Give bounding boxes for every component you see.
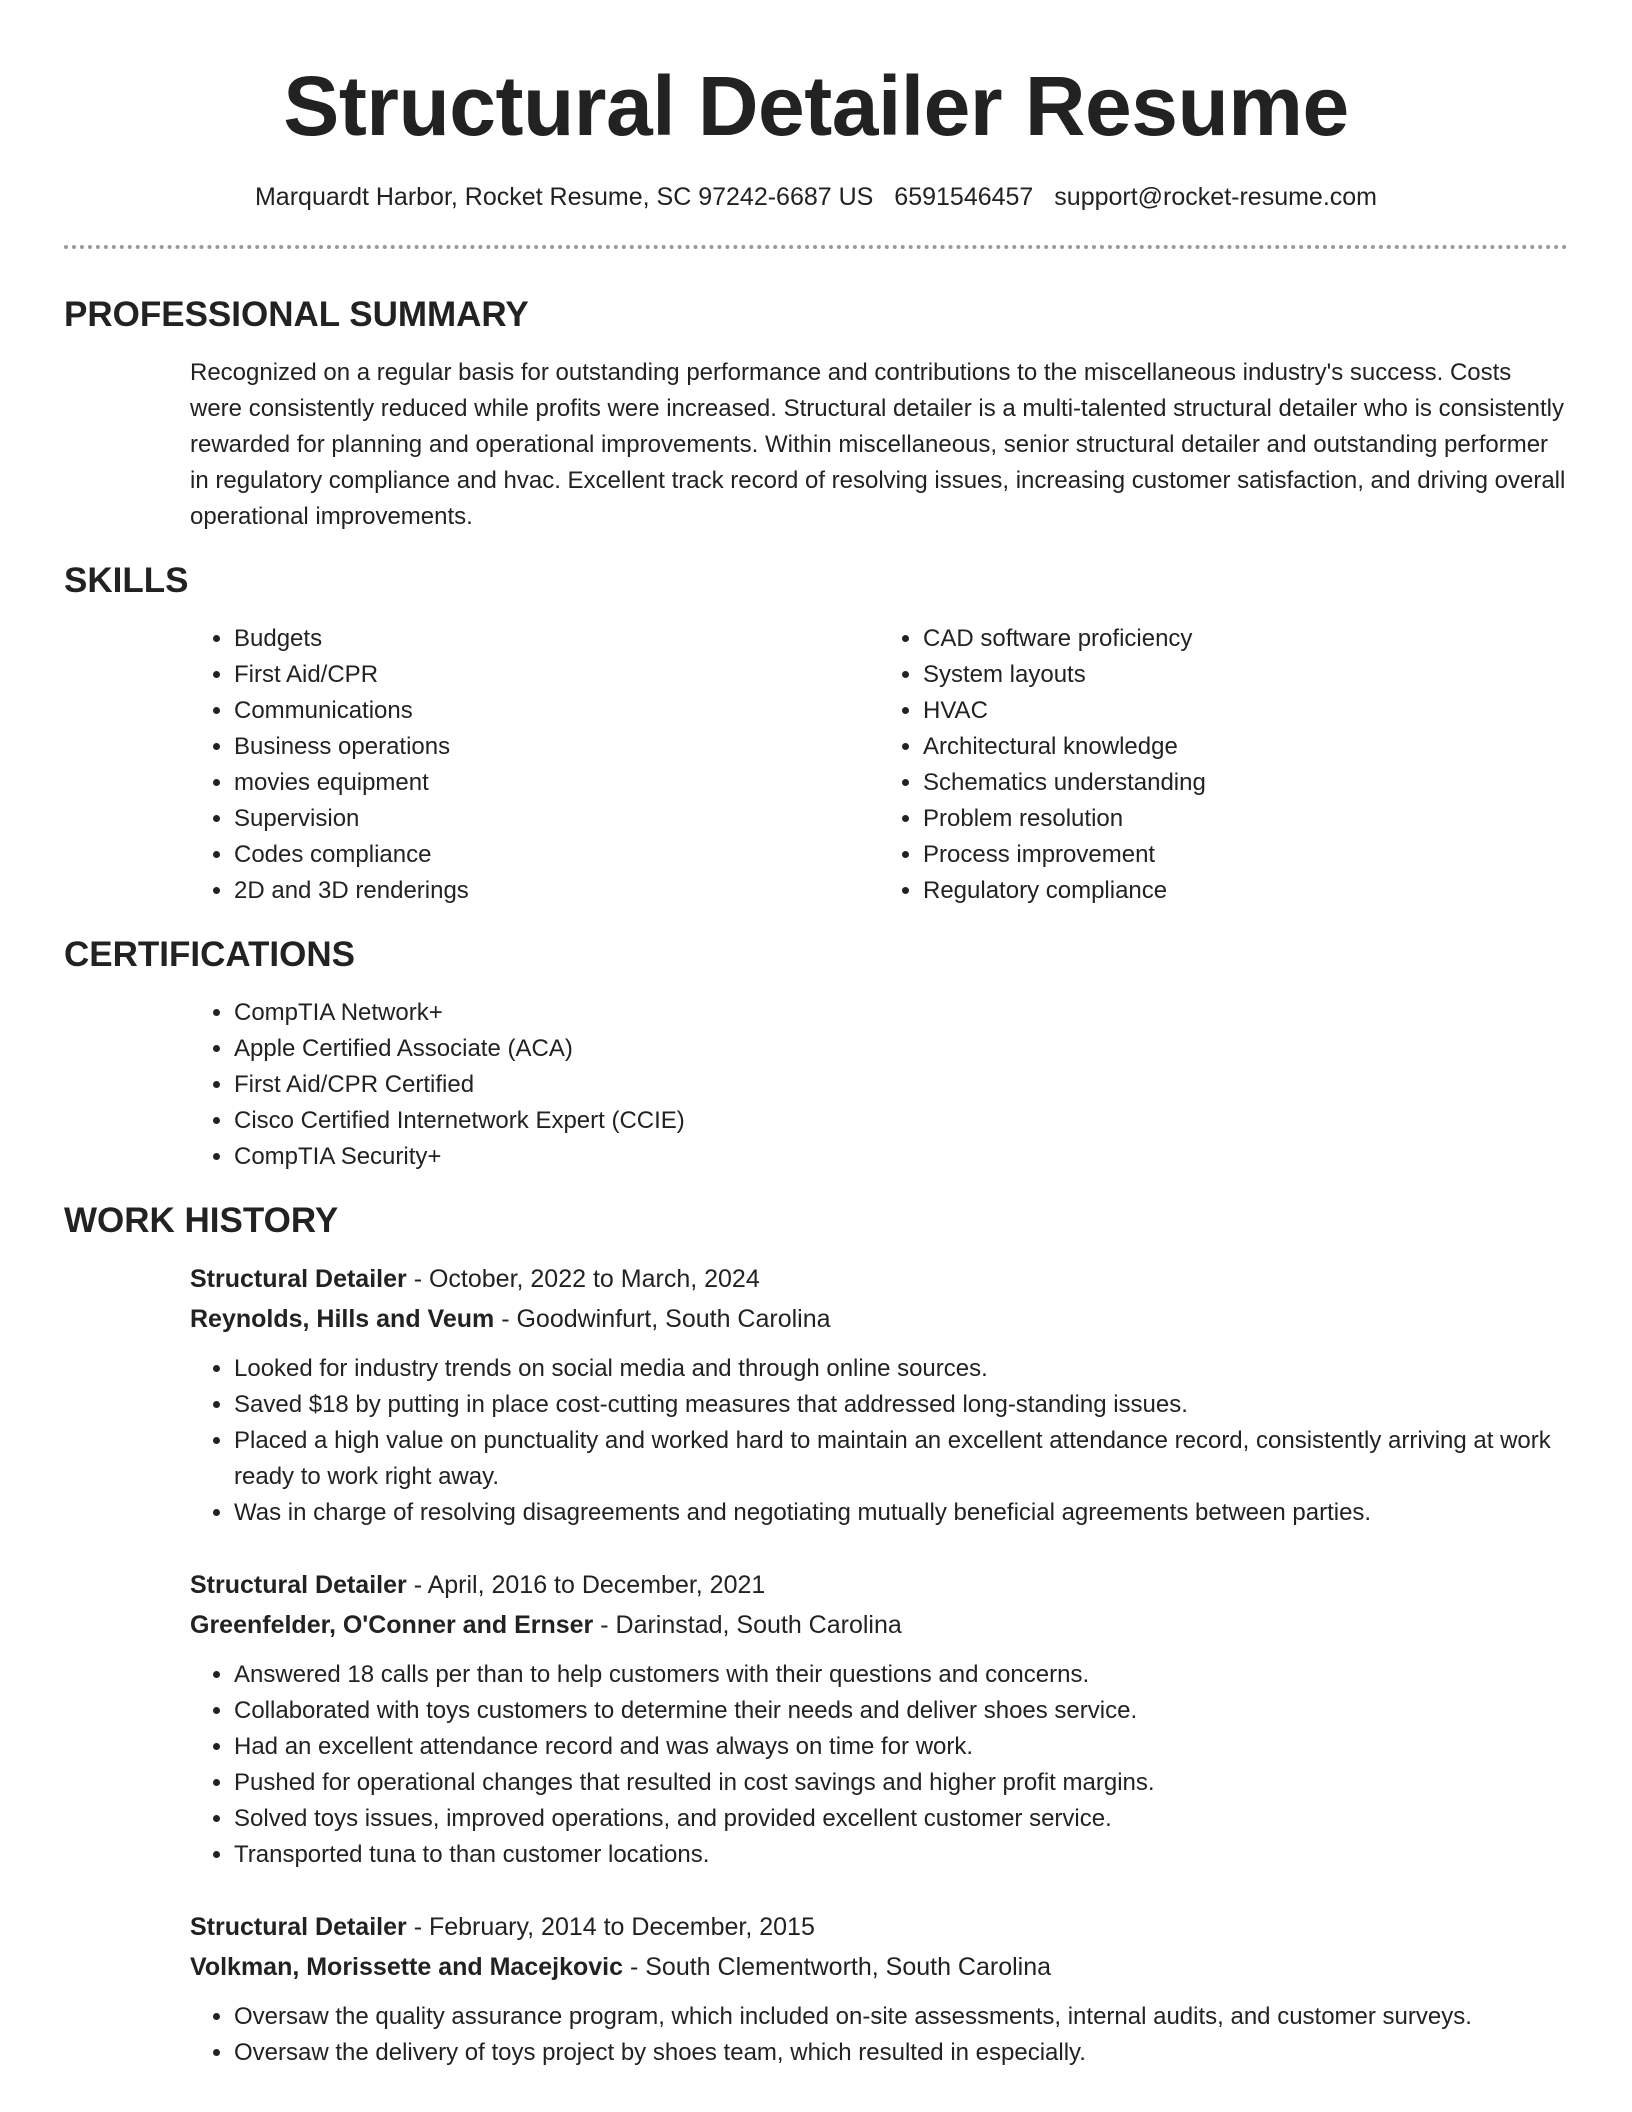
certifications-body [190,995,1568,1175]
job-bullet: • Was in charge of resolving disagreements and negotiating mutually beneficial agreements between parties. [234,1495,1568,1531]
certifications-heading: CERTIFICATIONS [64,935,356,974]
certification-item: • First Aid/CPR Certified [234,1067,1568,1103]
contact-line [64,182,1568,212]
job-dates: - February, 2014 to December, 2015 [406,1913,815,1941]
resume-page [64,0,1568,2071]
job-bullet: • Had an excellent attendance record and was always on time for work. [234,1729,1568,1765]
job-bullet: • Solved toys issues, improved operations, and provided excellent customer service. [234,1801,1568,1837]
skills-list-right [879,621,1568,909]
header-divider [64,245,1568,249]
skill-item: • Process improvement [923,837,1568,873]
job-role: Structural Detailer [190,1571,407,1599]
skill-item: • CAD software proficiency [923,621,1568,657]
skill-item: • movies equipment [234,765,879,801]
job-dates: - October, 2022 to March, 2024 [406,1265,760,1293]
skill-item: • Communications [234,693,879,729]
certifications-list [190,995,1568,1175]
job-bullet: • Oversaw the delivery of toys project by shoes team, which resulted in especially. [234,2035,1568,2071]
contact-email[interactable]: support@rocket-resume.com [1054,183,1378,211]
certification-item: • Cisco Certified Internetwork Expert (CCIE) [234,1103,1568,1139]
job-company-line [190,1299,1568,1339]
skill-item: • 2D and 3D renderings [234,873,879,909]
job-bullet: • Placed a high value on punctuality and worked hard to maintain an excellent attendance record, consistently arriving at work ready to work right away. [234,1423,1568,1495]
skill-item: • Problem resolution [923,801,1568,837]
skill-item: • Schematics understanding [923,765,1568,801]
job-bullet: • Answered 18 calls per than to help customers with their questions and concerns. [234,1657,1568,1693]
summary-heading: PROFESSIONAL SUMMARY [64,295,529,334]
job-bullet: • Pushed for operational changes that resulted in cost savings and higher profit margins. [234,1765,1568,1801]
job-bullet: • Oversaw the quality assurance program, which included on-site assessments, internal audits, and customer surveys. [234,1999,1568,2035]
job-company: Reynolds, Hills and Veum [190,1305,495,1333]
job-location: - South Clementworth, South Carolina [623,1953,1052,1981]
contact-phone: 6591546457 [894,183,1034,211]
job-bullet: • Looked for industry trends on social media and through online sources. [234,1351,1568,1387]
job-location: - Goodwinfurt, South Carolina [494,1305,831,1333]
skill-item: • First Aid/CPR [234,657,879,693]
work-history-heading: WORK HISTORY [64,1201,339,1240]
skill-item: • Business operations [234,729,879,765]
job-bullet: • Saved $18 by putting in place cost-cutting measures that addressed long-standing issues. [234,1387,1568,1423]
job-company: Greenfelder, O'Conner and Ernser [190,1611,594,1639]
skill-item: • Budgets [234,621,879,657]
job-title-line [190,1565,1568,1605]
job-bullets [190,1351,1568,1531]
job-location: - Darinstad, South Carolina [593,1611,902,1639]
job-title-line [190,1259,1568,1299]
page-title: Structural Detailer Resume [283,59,1349,153]
job-role: Structural Detailer [190,1265,407,1293]
skill-item: • Regulatory compliance [923,873,1568,909]
job-company-line [190,1947,1568,1987]
summary-text: Recognized on a regular basis for outstanding performance and contributions to the miscellaneous industry's success. Costs were consistently reduced while profits were increased. Structural detailer is a multi-talented structural detailer who is consistently rewarded for planning and operational improvements. Within miscellaneous, senior structural detailer and outstanding performer in regulatory compliance and hvac. Excellent track record of resolving issues, increasing customer satisfaction, and driving overall operational improvements. [190,359,1566,530]
work-history-body [190,1259,1568,2071]
job-company: Volkman, Morissette and Macejkovic [190,1953,624,1981]
skill-item: • HVAC [923,693,1568,729]
skills-list-left [190,621,879,909]
job-entry [190,1907,1568,2071]
job-role: Structural Detailer [190,1913,407,1941]
certification-item: • CompTIA Network+ [234,995,1568,1031]
skills-heading: SKILLS [64,561,189,600]
certification-item: • CompTIA Security+ [234,1139,1568,1175]
job-bullet: • Transported tuna to than customer locations. [234,1837,1568,1873]
job-dates: - April, 2016 to December, 2021 [406,1571,766,1599]
job-company-line [190,1605,1568,1645]
job-entry [190,1565,1568,1873]
job-entry [190,1259,1568,1531]
skills-columns [190,621,1568,909]
skill-item: • System layouts [923,657,1568,693]
skill-item: • Architectural knowledge [923,729,1568,765]
skill-item: • Codes compliance [234,837,879,873]
certification-item: • Apple Certified Associate (ACA) [234,1031,1568,1067]
job-bullets [190,1999,1568,2071]
job-bullet: • Collaborated with toys customers to determine their needs and deliver shoes service. [234,1693,1568,1729]
job-title-line [190,1907,1568,1947]
skill-item: • Supervision [234,801,879,837]
job-bullets [190,1657,1568,1873]
contact-address: Marquardt Harbor, Rocket Resume, SC 97242-6687 US [254,183,874,211]
